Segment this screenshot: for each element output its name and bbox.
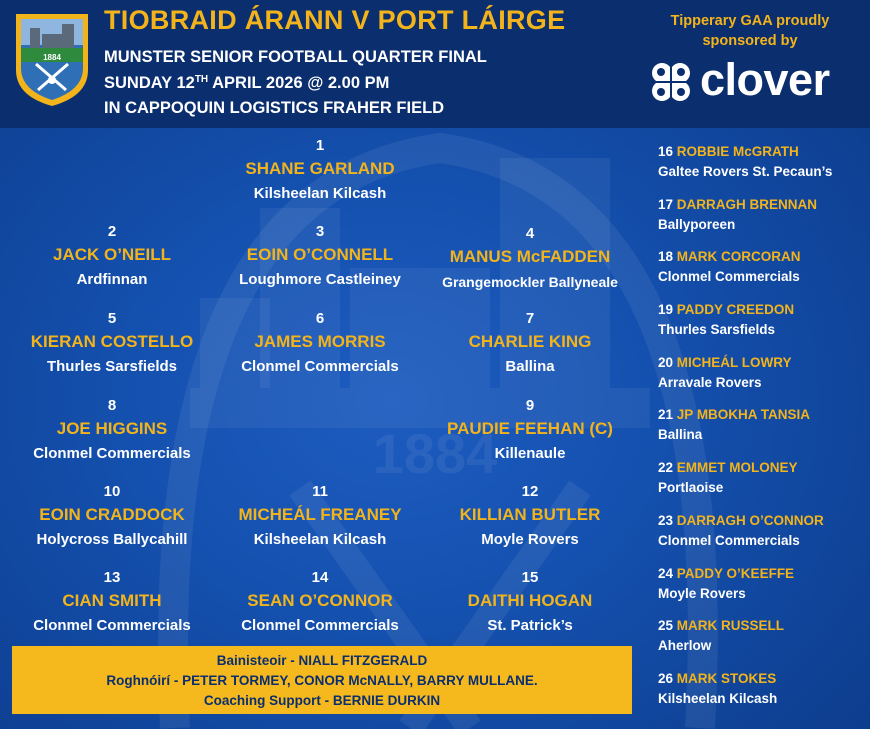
- substitute-item: [658, 511, 870, 564]
- substitute-number: 20: [658, 354, 674, 370]
- player-name: CHARLIE KING: [468, 332, 592, 351]
- player-number: 12: [521, 483, 539, 500]
- clover-logo: [646, 56, 860, 108]
- player-name: JOE HIGGINS: [56, 419, 168, 438]
- player-club: Clonmel Commercials: [33, 617, 191, 634]
- player-name: DAITHI HOGAN: [467, 591, 593, 610]
- substitute-name: PADDY O’KEEFFE: [676, 565, 795, 581]
- player-number: 14: [311, 569, 329, 586]
- substitute-number: 17: [658, 196, 674, 212]
- player-5: [31, 308, 193, 379]
- manager-line: Bainisteoir - NIALL FITZGERALD: [216, 653, 428, 668]
- sponsor-line-1: Tipperary GAA proudly: [670, 13, 830, 29]
- player-name: EOIN O’CONNELL: [246, 245, 394, 264]
- player-number: 9: [525, 397, 535, 414]
- player-name: SHANE GARLAND: [245, 159, 395, 178]
- crest-year: 1884: [43, 53, 61, 62]
- player-15: [468, 567, 593, 638]
- substitute-item: [658, 405, 870, 458]
- substitute-item: [658, 247, 870, 300]
- player-number: 10: [103, 483, 121, 500]
- sponsor-line-2: sponsored by: [702, 33, 798, 49]
- substitute-name: MICHEÁL LOWRY: [676, 354, 792, 370]
- substitute-club: Galtee Rovers St. Pecaun’s: [658, 164, 833, 179]
- substitute-name: MARK CORCORAN: [676, 249, 801, 265]
- substitute-number: 18: [658, 249, 674, 265]
- player-club: Thurles Sarsfields: [46, 358, 178, 375]
- substitute-name: DARRAGH O’CONNOR: [676, 512, 824, 528]
- substitute-number: 25: [658, 618, 674, 634]
- substitute-item: [658, 458, 870, 511]
- substitute-number: 16: [658, 144, 674, 159]
- player-number: 4: [525, 225, 535, 242]
- player-name: EOIN CRADDOCK: [39, 505, 185, 524]
- player-name: SEAN O’CONNOR: [247, 591, 393, 610]
- player-6: [241, 308, 399, 379]
- player-club: Clonmel Commercials: [241, 358, 399, 375]
- substitute-item: [658, 300, 870, 353]
- player-club: Ardfinnan: [76, 271, 148, 288]
- player-name: KILLIAN BUTLER: [459, 505, 601, 524]
- player-club: Kilsheelan Kilcash: [253, 185, 387, 202]
- player-number: 2: [107, 223, 117, 240]
- substitute-club: Aherlow: [658, 638, 712, 654]
- substitute-name: PADDY CREEDON: [676, 302, 795, 318]
- substitute-number: 23: [658, 512, 674, 528]
- substitute-item: [658, 669, 870, 722]
- player-number: 8: [107, 397, 117, 414]
- substitute-item: [658, 564, 870, 617]
- player-number: 11: [312, 483, 328, 500]
- substitute-club: Kilsheelan Kilcash: [658, 690, 778, 706]
- player-club: Clonmel Commercials: [241, 617, 399, 634]
- substitute-club: Ballyporeen: [658, 216, 736, 232]
- player-number: 6: [315, 310, 325, 327]
- player-3: [239, 221, 401, 292]
- substitute-number: 21: [658, 407, 674, 423]
- player-number: 7: [525, 310, 535, 327]
- player-12: [460, 481, 601, 552]
- player-club: Holycross Ballycahill: [36, 531, 188, 548]
- substitute-club: Moyle Rovers: [658, 585, 746, 601]
- substitute-number: 24: [658, 565, 674, 581]
- sponsor-brand: clover: [700, 54, 830, 105]
- substitute-club: Clonmel Commercials: [658, 269, 800, 285]
- substitute-name: MARK RUSSELL: [676, 618, 785, 634]
- player-10: [37, 481, 188, 552]
- substitutes-list: [658, 142, 870, 722]
- player-club: Loughmore Castleiney: [239, 271, 401, 288]
- player-club: Kilsheelan Kilcash: [253, 531, 387, 548]
- substitute-name: EMMET MOLONEY: [676, 460, 798, 476]
- substitute-club: Portlaoise: [658, 480, 724, 496]
- player-2: [53, 221, 171, 292]
- player-name: JACK O’NEILL: [52, 245, 172, 264]
- date-suffix: TH: [194, 74, 209, 85]
- tipperary-crest-icon: [12, 10, 92, 108]
- player-number: 1: [315, 137, 325, 154]
- substitute-club: Clonmel Commercials: [658, 532, 800, 548]
- player-name: CIAN SMITH: [62, 591, 162, 610]
- player-name: KIERAN COSTELLO: [30, 332, 194, 351]
- competition-label: MUNSTER SENIOR FOOTBALL QUARTER FINAL: [104, 48, 487, 66]
- selectors-line: Roghnóirí - PETER TORMEY, CONOR McNALLY, BARRY MULLANE.: [106, 673, 538, 688]
- sponsor-text: [640, 11, 860, 51]
- coaching-line: Coaching Support - BERNIE DURKIN: [203, 693, 441, 708]
- watermark-year: 1884: [372, 422, 498, 485]
- substitute-club: Arravale Rovers: [658, 374, 762, 390]
- substitute-item: [658, 142, 870, 195]
- substitute-number: 22: [658, 460, 674, 476]
- player-club: Killenaule: [494, 445, 566, 462]
- player-7: [469, 308, 592, 379]
- player-name: JAMES MORRIS: [254, 332, 386, 351]
- player-name: MANUS McFADDEN: [449, 247, 611, 266]
- substitute-name: ROBBIE McGRATH: [676, 144, 799, 159]
- management-box: [12, 646, 632, 714]
- substitute-item: [658, 616, 870, 669]
- substitute-name: DARRAGH BRENNAN: [676, 196, 818, 212]
- date-prefix: SUNDAY 12: [104, 74, 195, 92]
- player-11: [238, 481, 401, 552]
- player-14: [241, 567, 399, 638]
- player-9: [447, 395, 613, 466]
- match-title: TIOBRAID ÁRANN V PORT LÁIRGE: [104, 5, 566, 35]
- substitute-club: Ballina: [658, 427, 703, 443]
- substitute-number: 19: [658, 302, 674, 318]
- player-4: [442, 223, 618, 294]
- substitute-club: Thurles Sarsfields: [658, 322, 776, 338]
- substitute-item: [658, 195, 870, 248]
- substitute-name: MARK STOKES: [676, 670, 777, 686]
- player-number: 3: [315, 223, 325, 240]
- player-13: [33, 567, 191, 638]
- substitute-name: JP MBOKHA TANSIA: [676, 407, 811, 423]
- match-date: [104, 74, 389, 93]
- venue-label: IN CAPPOQUIN LOGISTICS FRAHER FIELD: [104, 99, 445, 117]
- substitute-item: [658, 353, 870, 406]
- clover-leaf-icon: [646, 57, 696, 107]
- player-club: Grangemockler Ballyneale: [442, 274, 618, 290]
- player-8: [33, 395, 191, 466]
- date-rest: APRIL 2026 @ 2.00 PM: [208, 74, 390, 92]
- player-club: Clonmel Commercials: [33, 445, 191, 462]
- substitute-number: 26: [658, 670, 674, 686]
- player-number: 5: [107, 310, 117, 327]
- header-banner: [0, 0, 870, 128]
- player-club: St. Patrick’s: [487, 617, 573, 634]
- player-name: PAUDIE FEEHAN (C): [447, 419, 613, 438]
- player-name: MICHEÁL FREANEY: [238, 505, 402, 524]
- player-1: [245, 135, 394, 206]
- player-club: Ballina: [505, 358, 555, 375]
- player-club: Moyle Rovers: [481, 531, 579, 548]
- player-number: 13: [103, 569, 121, 586]
- player-number: 15: [521, 569, 539, 586]
